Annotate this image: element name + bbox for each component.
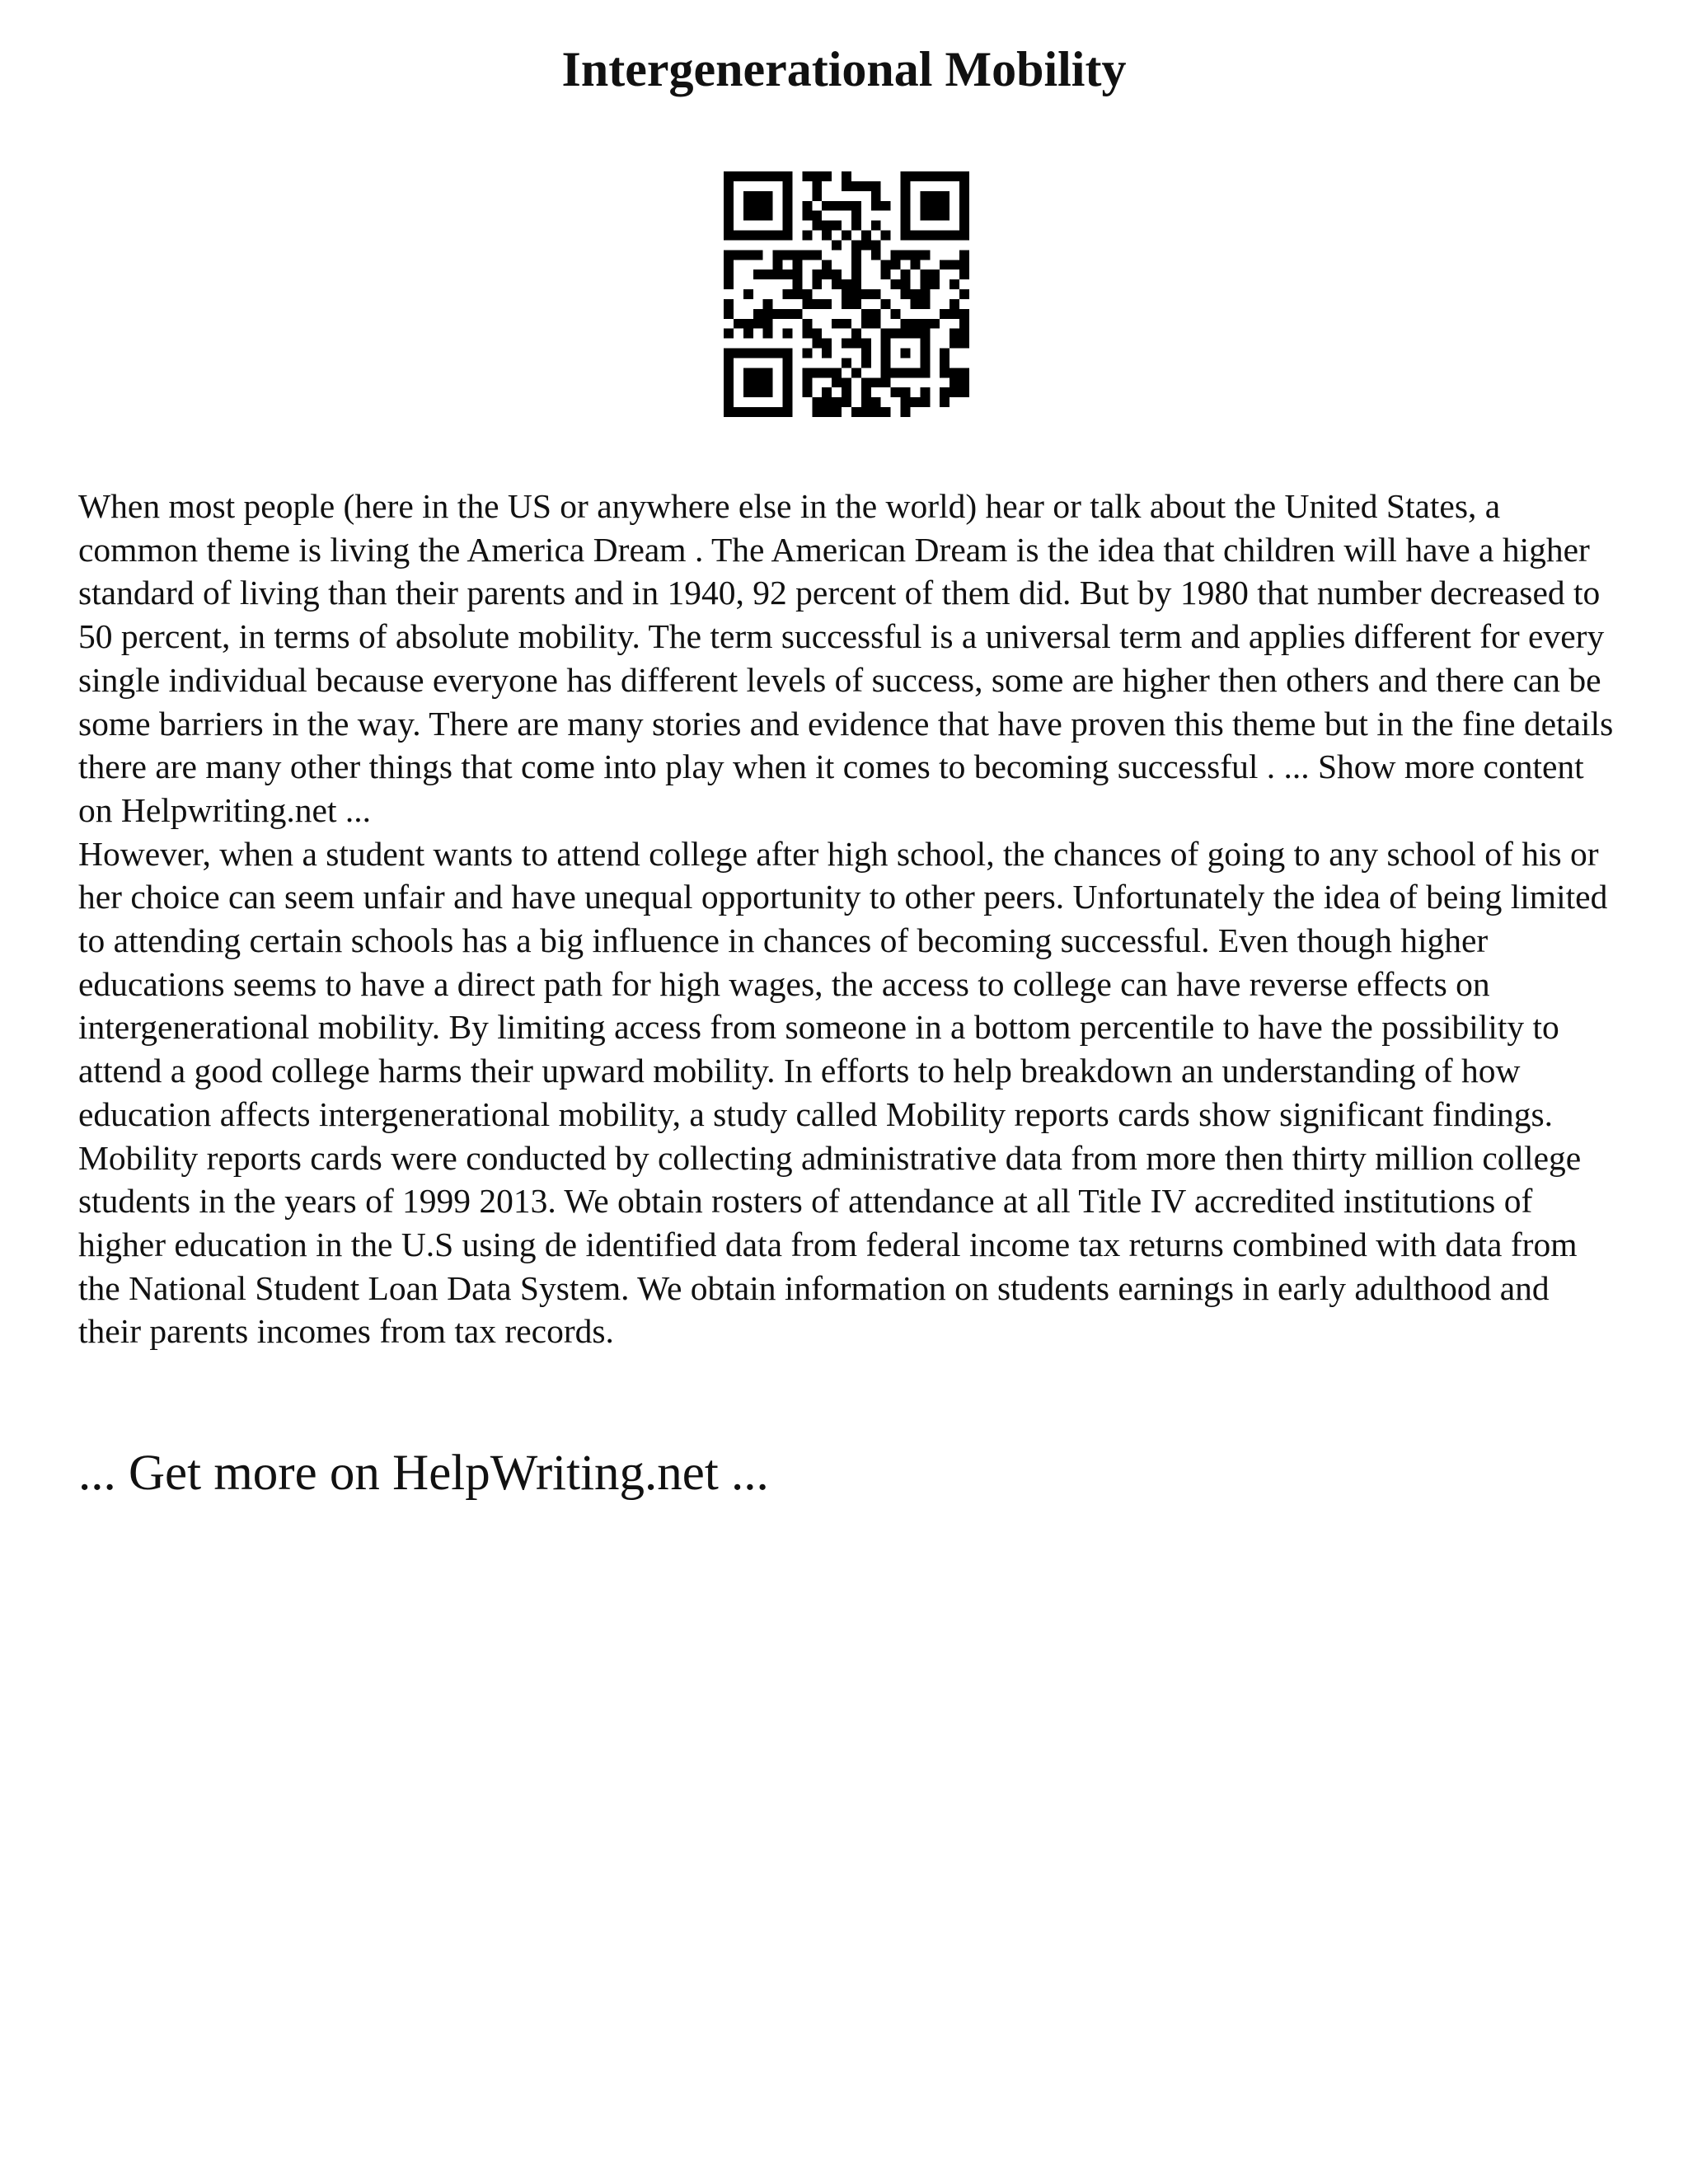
qr-module: [832, 269, 842, 279]
qr-module: [950, 368, 959, 377]
qr-module: [792, 260, 802, 269]
qr-module: [851, 339, 861, 349]
qr-module: [959, 319, 969, 329]
qr-module: [871, 240, 881, 250]
qr-module: [783, 289, 793, 299]
qr-module: [812, 181, 822, 191]
qr-module: [851, 289, 861, 299]
qr-module: [901, 319, 911, 329]
qr-module: [832, 377, 842, 387]
qr-module: [851, 368, 861, 377]
qr-module: [851, 211, 861, 221]
qr-module: [802, 231, 812, 241]
qr-module: [734, 250, 743, 260]
qr-module: [861, 339, 871, 349]
qr-module: [842, 201, 851, 211]
qr-module: [901, 349, 911, 359]
qr-module: [851, 299, 861, 309]
qr-module: [743, 368, 773, 397]
qr-module: [822, 339, 832, 349]
qr-module: [851, 269, 861, 279]
qr-module: [812, 299, 822, 309]
article-paragraph: When most people (here in the US or anywhere else in the world) hear or talk about the United States, a common theme is living the America Dream . The American Dream is the idea that children will have a higher standard of living than their parents and in 1940, 92 percent of them did. But by 1980 that number decreased to 50 percent, in terms of absolute mobility. The term successful is a universal term and applies different for every single individual because everyone has different levels of success, some are higher then others and there can be some barriers in the way. There are many stories and evidence that have proven this theme but in the fine details there are many other things that come into play when it comes to becoming successful . ... Show more content on Helpwriting.net ...: [78, 487, 1614, 829]
qr-module: [959, 377, 969, 387]
qr-module: [832, 201, 842, 211]
qr-module: [802, 387, 812, 397]
qr-module: [802, 377, 812, 387]
qr-module: [822, 221, 832, 231]
qr-module: [861, 377, 871, 387]
qr-module: [881, 231, 891, 241]
qr-module: [871, 397, 881, 407]
qr-module: [950, 377, 959, 387]
qr-module: [734, 319, 743, 329]
qr-module: [940, 309, 950, 319]
qr-module: [940, 387, 950, 397]
qr-module: [724, 250, 734, 260]
qr-module: [812, 211, 822, 221]
qr-module: [881, 201, 891, 211]
qr-module: [861, 358, 871, 368]
qr-module: [940, 349, 950, 359]
qr-module: [930, 279, 940, 289]
qr-module: [753, 250, 763, 260]
qr-module: [871, 250, 881, 260]
qr-module: [871, 319, 881, 329]
qr-module: [891, 279, 901, 289]
qr-module: [940, 368, 950, 377]
qr-module: [822, 231, 832, 241]
qr-module: [871, 191, 881, 201]
qr-module: [743, 289, 753, 299]
qr-module: [871, 377, 881, 387]
qr-module: [763, 269, 773, 279]
qr-module: [881, 299, 891, 309]
qr-module: [802, 299, 812, 309]
qr-module: [842, 181, 851, 191]
qr-module: [959, 289, 969, 299]
qr-module: [842, 171, 851, 181]
qr-module: [822, 299, 832, 309]
qr-module: [832, 407, 842, 417]
qr-module: [851, 329, 861, 339]
qr-module: [871, 407, 881, 417]
qr-module: [920, 319, 930, 329]
qr-module: [940, 397, 950, 407]
qr-module: [920, 397, 930, 407]
qr-module: [881, 407, 891, 417]
qr-module: [950, 309, 959, 319]
qr-module: [724, 269, 734, 279]
qr-module: [842, 397, 851, 407]
qr-module: [950, 339, 959, 349]
qr-module: [822, 407, 832, 417]
qr-module: [763, 309, 773, 319]
qr-module: [901, 289, 911, 299]
qr-module: [920, 279, 930, 289]
qr-module: [871, 181, 881, 191]
qr-module: [959, 329, 969, 339]
qr-module: [724, 329, 734, 339]
qr-code-icon: [724, 171, 969, 417]
qr-module: [753, 309, 763, 319]
qr-module: [773, 309, 783, 319]
qr-module: [802, 319, 812, 329]
qr-module: [940, 260, 950, 269]
qr-module: [842, 339, 851, 349]
qr-module: [812, 221, 822, 231]
qr-module: [910, 289, 920, 299]
qr-module: [861, 319, 871, 329]
qr-module: [812, 191, 822, 201]
qr-module: [891, 387, 901, 397]
qr-module: [842, 231, 851, 241]
qr-module: [822, 349, 832, 359]
qr-module: [802, 211, 812, 221]
qr-module: [822, 260, 832, 269]
qr-module: [743, 329, 753, 339]
qr-module: [812, 339, 822, 349]
qr-module: [891, 260, 901, 269]
qr-module: [724, 279, 734, 289]
qr-module: [861, 289, 871, 299]
qr-module: [861, 387, 871, 397]
qr-module: [959, 368, 969, 377]
qr-module: [743, 250, 753, 260]
qr-module: [724, 299, 734, 309]
qr-module: [861, 397, 871, 407]
qr-module: [959, 309, 969, 319]
qr-module: [901, 387, 911, 397]
qr-module: [753, 319, 763, 329]
qr-module: [792, 269, 802, 279]
qr-module: [822, 171, 832, 181]
qr-module: [822, 397, 832, 407]
qr-module: [901, 407, 911, 417]
qr-module: [724, 309, 734, 319]
qr-module: [842, 289, 851, 299]
get-more-link[interactable]: ... Get more on HelpWriting.net ...: [78, 1446, 769, 1501]
qr-module: [792, 279, 802, 289]
qr-module: [763, 299, 773, 309]
qr-module: [783, 309, 793, 319]
qr-module: [930, 269, 940, 279]
qr-module: [920, 269, 930, 279]
qr-module: [871, 221, 881, 231]
qr-module: [812, 269, 822, 279]
qr-module: [910, 260, 920, 269]
qr-module: [910, 319, 920, 329]
qr-module: [950, 387, 959, 397]
qr-module: [901, 279, 911, 289]
qr-module: [832, 368, 842, 377]
qr-module: [783, 329, 793, 339]
qr-module: [724, 260, 734, 269]
qr-module: [851, 279, 861, 289]
qr-module: [812, 407, 822, 417]
qr-module: [783, 269, 793, 279]
page-title: Intergenerational Mobility: [561, 42, 1127, 96]
qr-module: [812, 171, 822, 181]
qr-module: [743, 191, 773, 221]
qr-module: [812, 250, 822, 260]
qr-module: [842, 299, 851, 309]
qr-module: [861, 407, 871, 417]
qr-module: [950, 329, 959, 339]
qr-module: [802, 349, 812, 359]
qr-module: [832, 397, 842, 407]
qr-module: [802, 250, 812, 260]
article-body: [78, 485, 1620, 1353]
qr-module: [959, 387, 969, 397]
qr-module: [920, 289, 930, 299]
qr-module: [861, 231, 871, 241]
qr-module: [871, 289, 881, 299]
qr-module: [861, 240, 871, 250]
qr-module: [851, 240, 861, 250]
qr-module: [802, 171, 812, 181]
qr-module: [920, 387, 930, 397]
qr-module: [753, 269, 763, 279]
qr-module: [822, 368, 832, 377]
qr-module: [851, 221, 861, 231]
qr-module: [773, 250, 783, 260]
qr-module: [901, 250, 911, 260]
qr-module: [832, 319, 842, 329]
qr-module: [891, 250, 901, 260]
qr-module: [842, 377, 851, 387]
qr-module: [910, 299, 920, 309]
qr-module: [881, 260, 891, 269]
qr-module: [773, 269, 783, 279]
qr-module: [802, 329, 812, 339]
qr-module: [842, 358, 851, 368]
qr-module: [842, 279, 851, 289]
qr-module: [822, 387, 832, 397]
qr-module: [930, 319, 940, 329]
qr-module: [910, 250, 920, 260]
qr-module: [842, 319, 851, 329]
qr-module: [851, 250, 861, 260]
qr-module: [910, 397, 920, 407]
qr-module: [851, 260, 861, 269]
qr-module: [851, 201, 861, 211]
qr-module: [802, 368, 812, 377]
qr-module: [842, 387, 851, 397]
qr-module: [743, 319, 753, 329]
qr-module: [832, 221, 842, 231]
qr-module: [763, 329, 773, 339]
qr-module: [920, 299, 930, 309]
qr-module: [861, 349, 871, 359]
qr-module: [871, 201, 881, 211]
qr-module: [832, 240, 842, 250]
qr-module: [901, 397, 911, 407]
qr-module: [940, 358, 950, 368]
qr-module: [959, 250, 969, 260]
qr-module: [920, 191, 950, 221]
qr-module: [802, 289, 812, 299]
qr-module: [792, 250, 802, 260]
qr-module: [950, 260, 959, 269]
qr-module: [891, 309, 901, 319]
qr-module: [763, 319, 773, 329]
article-paragraph: However, when a student wants to attend college after high school, the chances of going to any school of his or her choice can seem unfair and have unequal opportunity to other peers. Unfortunately the idea of being limited to attending certain schools has a big influence in chances of becoming successful. Even though higher educations seems to have a direct path for high wages, the access to college can have reverse effects on intergenerational mobility. By limiting access from someone in a bottom percentile to have the possibility to attend a good college harms their upward mobility. In efforts to help breakdown an understanding of how education affects intergenerational mobility, a study called Mobility reports cards show significant findings. Mobility reports cards were conducted by collecting administrative data from more then thirty million college students in the years of 1999 2013. We obtain rosters of attendance at all Title IV accredited institutions of higher education in the U.S using de identified data from federal income tax returns combined with data from the National Student Loan Data System. We obtain information on students earnings in early adulthood and their parents incomes from tax records.: [78, 834, 1608, 1351]
qr-module: [812, 329, 822, 339]
qr-module: [901, 269, 911, 279]
qr-module: [861, 181, 871, 191]
qr-module: [851, 181, 861, 191]
qr-module: [783, 250, 793, 260]
qr-module: [822, 269, 832, 279]
qr-module: [802, 201, 812, 211]
qr-module: [959, 339, 969, 349]
qr-module: [881, 269, 891, 279]
qr-module: [812, 279, 822, 289]
qr-module: [851, 407, 861, 417]
qr-module: [812, 368, 822, 377]
qr-module: [832, 279, 842, 289]
qr-module: [950, 299, 959, 309]
qr-module: [950, 279, 959, 289]
qr-module: [861, 309, 871, 319]
qr-module: [773, 260, 783, 269]
qr-module: [959, 260, 969, 269]
qr-module: [792, 289, 802, 299]
qr-module: [822, 201, 832, 211]
qr-module: [871, 309, 881, 319]
qr-module: [812, 397, 822, 407]
qr-module: [920, 250, 930, 260]
qr-module: [959, 269, 969, 279]
qr-module: [792, 309, 802, 319]
qr-module: [881, 377, 891, 387]
